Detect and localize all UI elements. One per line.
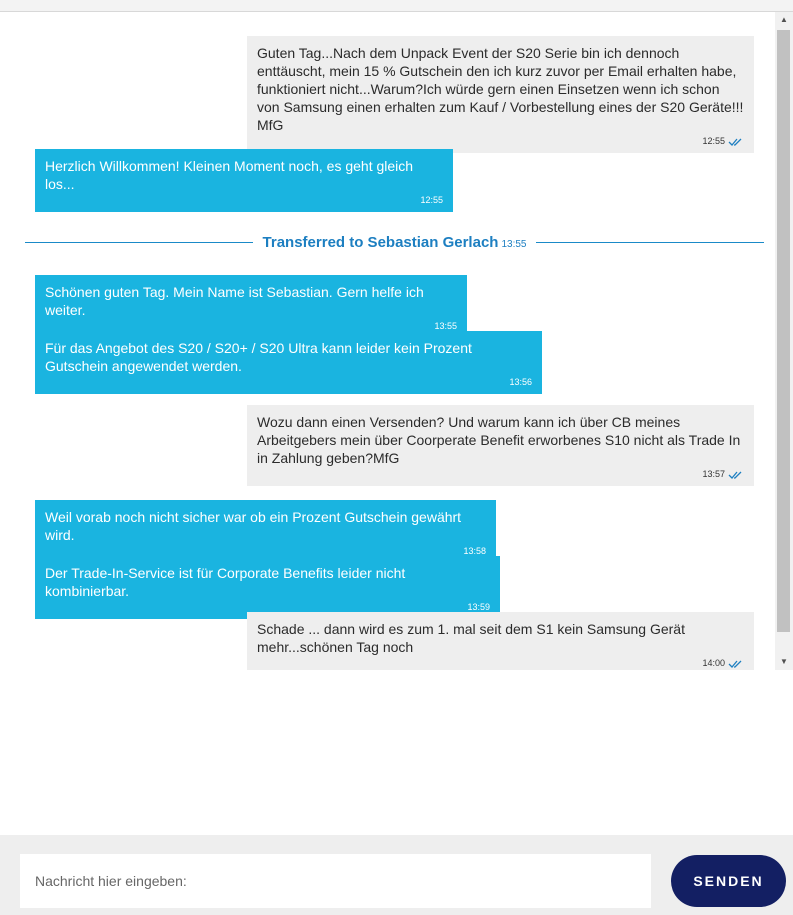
vertical-scrollbar[interactable] <box>775 12 793 670</box>
message-text: Schönen guten Tag. Mein Name ist Sebastian. Gern helfe ich weiter. <box>45 284 428 318</box>
message-time: 13:58 <box>463 546 486 556</box>
transfer-separator <box>25 230 764 254</box>
separator-line <box>25 242 253 243</box>
user-message <box>247 612 754 670</box>
message-meta <box>45 195 443 206</box>
message-input[interactable] <box>20 854 651 908</box>
message-time: 13:56 <box>509 377 532 387</box>
agent-message <box>35 500 496 563</box>
message-text: Herzlich Willkommen! Kleinen Moment noch, es geht gleich los... <box>45 158 417 192</box>
scroll-thumb[interactable] <box>777 30 790 632</box>
double-check-icon <box>728 659 744 669</box>
transfer-time: 13:55 <box>501 238 527 250</box>
agent-message <box>35 149 453 212</box>
message-text: Guten Tag...Nach dem Unpack Event der S20 Serie bin ich dennoch enttäuscht, mein 15 % Gutschein den ich kurz zuvor per Email erhalten habe, funktioniert nicht...Warum?Ich würde gern einen Einsetzen wenn ich schon von Samsung einen erhalten zum Kauf / Vorbestellung eines der S20 Geräte!!! MfG <box>257 45 748 133</box>
message-meta <box>257 136 744 147</box>
transfer-text: Transferred to Sebastian Gerlach <box>262 233 499 251</box>
composer-bar <box>0 835 793 915</box>
separator-line <box>536 242 764 243</box>
send-button[interactable]: SENDEN <box>671 855 786 907</box>
transfer-label <box>253 234 537 251</box>
message-time: 12:55 <box>420 195 443 205</box>
message-time: 13:59 <box>467 602 490 612</box>
message-text: Wozu dann einen Versenden? Und warum kann ich über CB meines Arbeitgebers mein über Coorperate Benefit erworbenes S10 nicht als Trade In in Zahlung geben?MfG <box>257 414 745 466</box>
message-meta <box>45 377 532 388</box>
message-text: Der Trade-In-Service ist für Corporate Benefits leider nicht kombinierbar. <box>45 565 410 599</box>
message-time: 12:55 <box>702 136 725 146</box>
message-meta <box>257 658 744 669</box>
message-time: 13:55 <box>434 321 457 331</box>
scroll-up-arrow-icon[interactable]: ▲ <box>780 15 788 24</box>
user-message <box>247 36 754 153</box>
scroll-down-arrow-icon[interactable]: ▼ <box>780 657 788 666</box>
message-text: Schade ... dann wird es zum 1. mal seit dem S1 kein Samsung Gerät mehr...schönen Tag noch <box>257 621 689 655</box>
double-check-icon <box>728 137 744 147</box>
message-time: 14:00 <box>702 658 725 668</box>
agent-message <box>35 331 542 394</box>
user-message <box>247 405 754 486</box>
agent-message <box>35 556 500 619</box>
agent-message <box>35 275 467 338</box>
message-meta <box>257 469 744 480</box>
message-text: Weil vorab noch nicht sicher war ob ein Prozent Gutschein gewährt wird. <box>45 509 465 543</box>
message-time: 13:57 <box>702 469 725 479</box>
top-border <box>0 0 793 12</box>
double-check-icon <box>728 470 744 480</box>
chat-transcript[interactable] <box>0 12 775 670</box>
message-text: Für das Angebot des S20 / S20+ / S20 Ultra kann leider kein Prozent Gutschein angewendet werden. <box>45 340 476 374</box>
